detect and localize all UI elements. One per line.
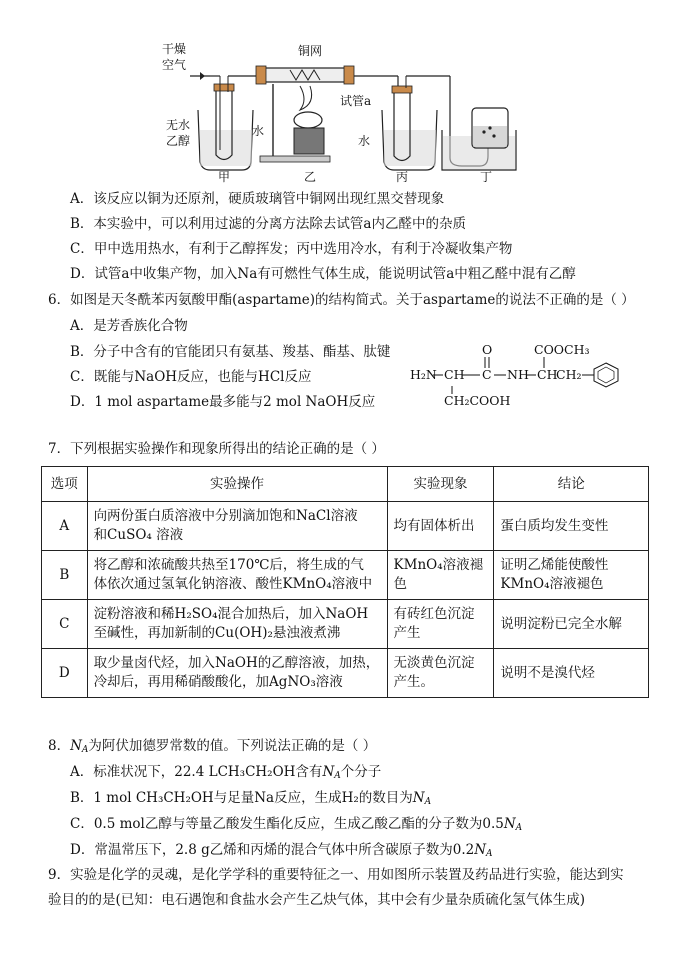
row-key: B <box>42 551 88 600</box>
label-copper-mesh: 铜网 <box>298 44 323 58</box>
q5-option-a: A．该反应以铜为还原剂，硬质玻璃管中铜网出现红黑交替现象 <box>70 191 445 207</box>
label-anhydrous-ethanol-1: 无水 <box>166 118 191 132</box>
q6-stem: 6．如图是天冬酰苯丙氨酸甲酯(aspartame)的结构简式。关于aspartame的说法不正确的是（ ） <box>48 292 635 308</box>
row-phenomenon: 均有固体析出 <box>387 502 494 551</box>
label-ding: 丁 <box>480 170 493 184</box>
row-key: A <box>42 502 88 551</box>
header-option: 选项 <box>42 467 88 502</box>
q6-option-d: D．1 mol aspartame最多能与2 mol NaOH反应 <box>70 394 376 410</box>
q5-option-c: C．甲中选用热水，有利于乙醇挥发；丙中选用冷水，有利于冷凝收集产物 <box>70 241 513 257</box>
aspartame-structure <box>410 342 650 410</box>
row-operation: 取少量卤代烃，加入NaOH的乙醇溶液，加热， 冷却后，再用稀硝酸酸化，加AgNO₃溶液 <box>87 649 387 698</box>
table-row <box>42 600 649 649</box>
struct-ch2cooh: CH₂COOH <box>444 393 511 408</box>
q8-option-c: C．0.5 mol乙醇与等量乙酸发生酯化反应，生成乙酸乙酯的分子数为$0.5N_A$ <box>70 816 523 833</box>
struct-nh: NH <box>507 367 529 382</box>
row-conclusion: 蛋白质均发生变性 <box>494 502 649 551</box>
header-conclusion: 结论 <box>494 467 649 502</box>
row-conclusion: 说明不是溴代烃 <box>494 649 649 698</box>
label-water-right: 水 <box>358 134 371 148</box>
row-operation: 将乙醇和浓硫酸共热至170℃后，将生成的气 体依次通过氢氧化钠溶液、酸性KMnO₄溶液中 <box>87 551 387 600</box>
label-dry-air-2: 空气 <box>162 58 187 72</box>
q7-table <box>41 466 649 698</box>
table-header-row <box>42 467 649 502</box>
row-operation: 淀粉溶液和稀H₂SO₄混合加热后，加入NaOH 至碱性，再加新制的Cu(OH)₂悬浊液煮沸 <box>87 600 387 649</box>
q9-stem-line-2: 验目的的是(已知：电石遇饱和食盐水会产生乙炔气体，其中会有少量杂质硫化氢气体生成) <box>48 892 586 908</box>
label-jia: 甲 <box>218 170 231 184</box>
q8-option-d: D．常温常压下，2.8 g乙烯和丙烯的混合气体中所含碳原子数为$0.2N_A$ <box>70 842 493 859</box>
row-phenomenon: 无淡黄色沉淀 产生。 <box>387 649 494 698</box>
header-operation: 实验操作 <box>87 467 387 502</box>
row-key: D <box>42 649 88 698</box>
struct-ch-left: CH <box>444 367 465 382</box>
q5-option-b: B．本实验中，可以利用过滤的分离方法除去试管a内乙醛中的杂质 <box>70 216 466 232</box>
header-phenomenon: 实验现象 <box>387 467 494 502</box>
row-conclusion: 证明乙烯能使酸性 KMnO₄溶液褪色 <box>494 551 649 600</box>
struct-cooch3: COOCH₃ <box>534 342 590 357</box>
label-yi: 乙 <box>304 170 317 184</box>
apparatus-figure <box>150 30 520 190</box>
label-bing: 丙 <box>396 170 409 184</box>
table-row <box>42 502 649 551</box>
struct-h2n: H₂N <box>410 367 437 382</box>
q5-option-d: D．试管a中收集产物，加入Na有可燃性气体生成，能说明试管a中粗乙醛中混有乙醇 <box>70 266 576 282</box>
row-phenomenon: KMnO₄溶液褪 色 <box>387 551 494 600</box>
label-test-tube-a: 试管a <box>340 94 372 108</box>
row-operation: 向两份蛋白质溶液中分别滴加饱和NaCl溶液 和CuSO₄ 溶液 <box>87 502 387 551</box>
table-row <box>42 551 649 600</box>
struct-ch2: CH₂ <box>556 367 582 382</box>
row-phenomenon: 有砖红色沉淀 产生 <box>387 600 494 649</box>
row-conclusion: 说明淀粉已完全水解 <box>494 600 649 649</box>
label-water-left: 水 <box>252 124 265 138</box>
struct-c-center: C <box>482 367 492 382</box>
struct-o-top: O <box>482 342 493 357</box>
row-key: C <box>42 600 88 649</box>
table-row <box>42 649 649 698</box>
q8-option-a: A．标准状况下，22.4 LCH₃CH₂OH含有$N_A$个分子 <box>70 764 382 781</box>
label-anhydrous-ethanol-2: 乙醇 <box>166 134 191 148</box>
q9-stem-line-1: 9．实验是化学的灵魂，是化学学科的重要特征之一、用如图所示装置及药品进行实验，能达到实 <box>48 867 624 883</box>
struct-ch-right: CH <box>537 367 558 382</box>
q8-stem: 8．$N_A$为阿伏加德罗常数的值。下列说法正确的是（ ） <box>48 738 377 755</box>
q6-option-b: B．分子中含有的官能团只有氨基、羧基、酯基、肽键 <box>70 344 391 360</box>
label-dry-air-1: 干燥 <box>162 42 187 56</box>
q6-option-a: A．是芳香族化合物 <box>70 318 188 334</box>
q7-stem: 7．下列根据实验操作和现象所得出的结论正确的是（ ） <box>48 441 385 457</box>
q8-option-b: B．1 mol CH₃CH₂OH与足量Na反应，生成H₂的数目为$N_A$ <box>70 790 432 807</box>
q6-option-c: C．既能与NaOH反应，也能与HCl反应 <box>70 369 312 385</box>
